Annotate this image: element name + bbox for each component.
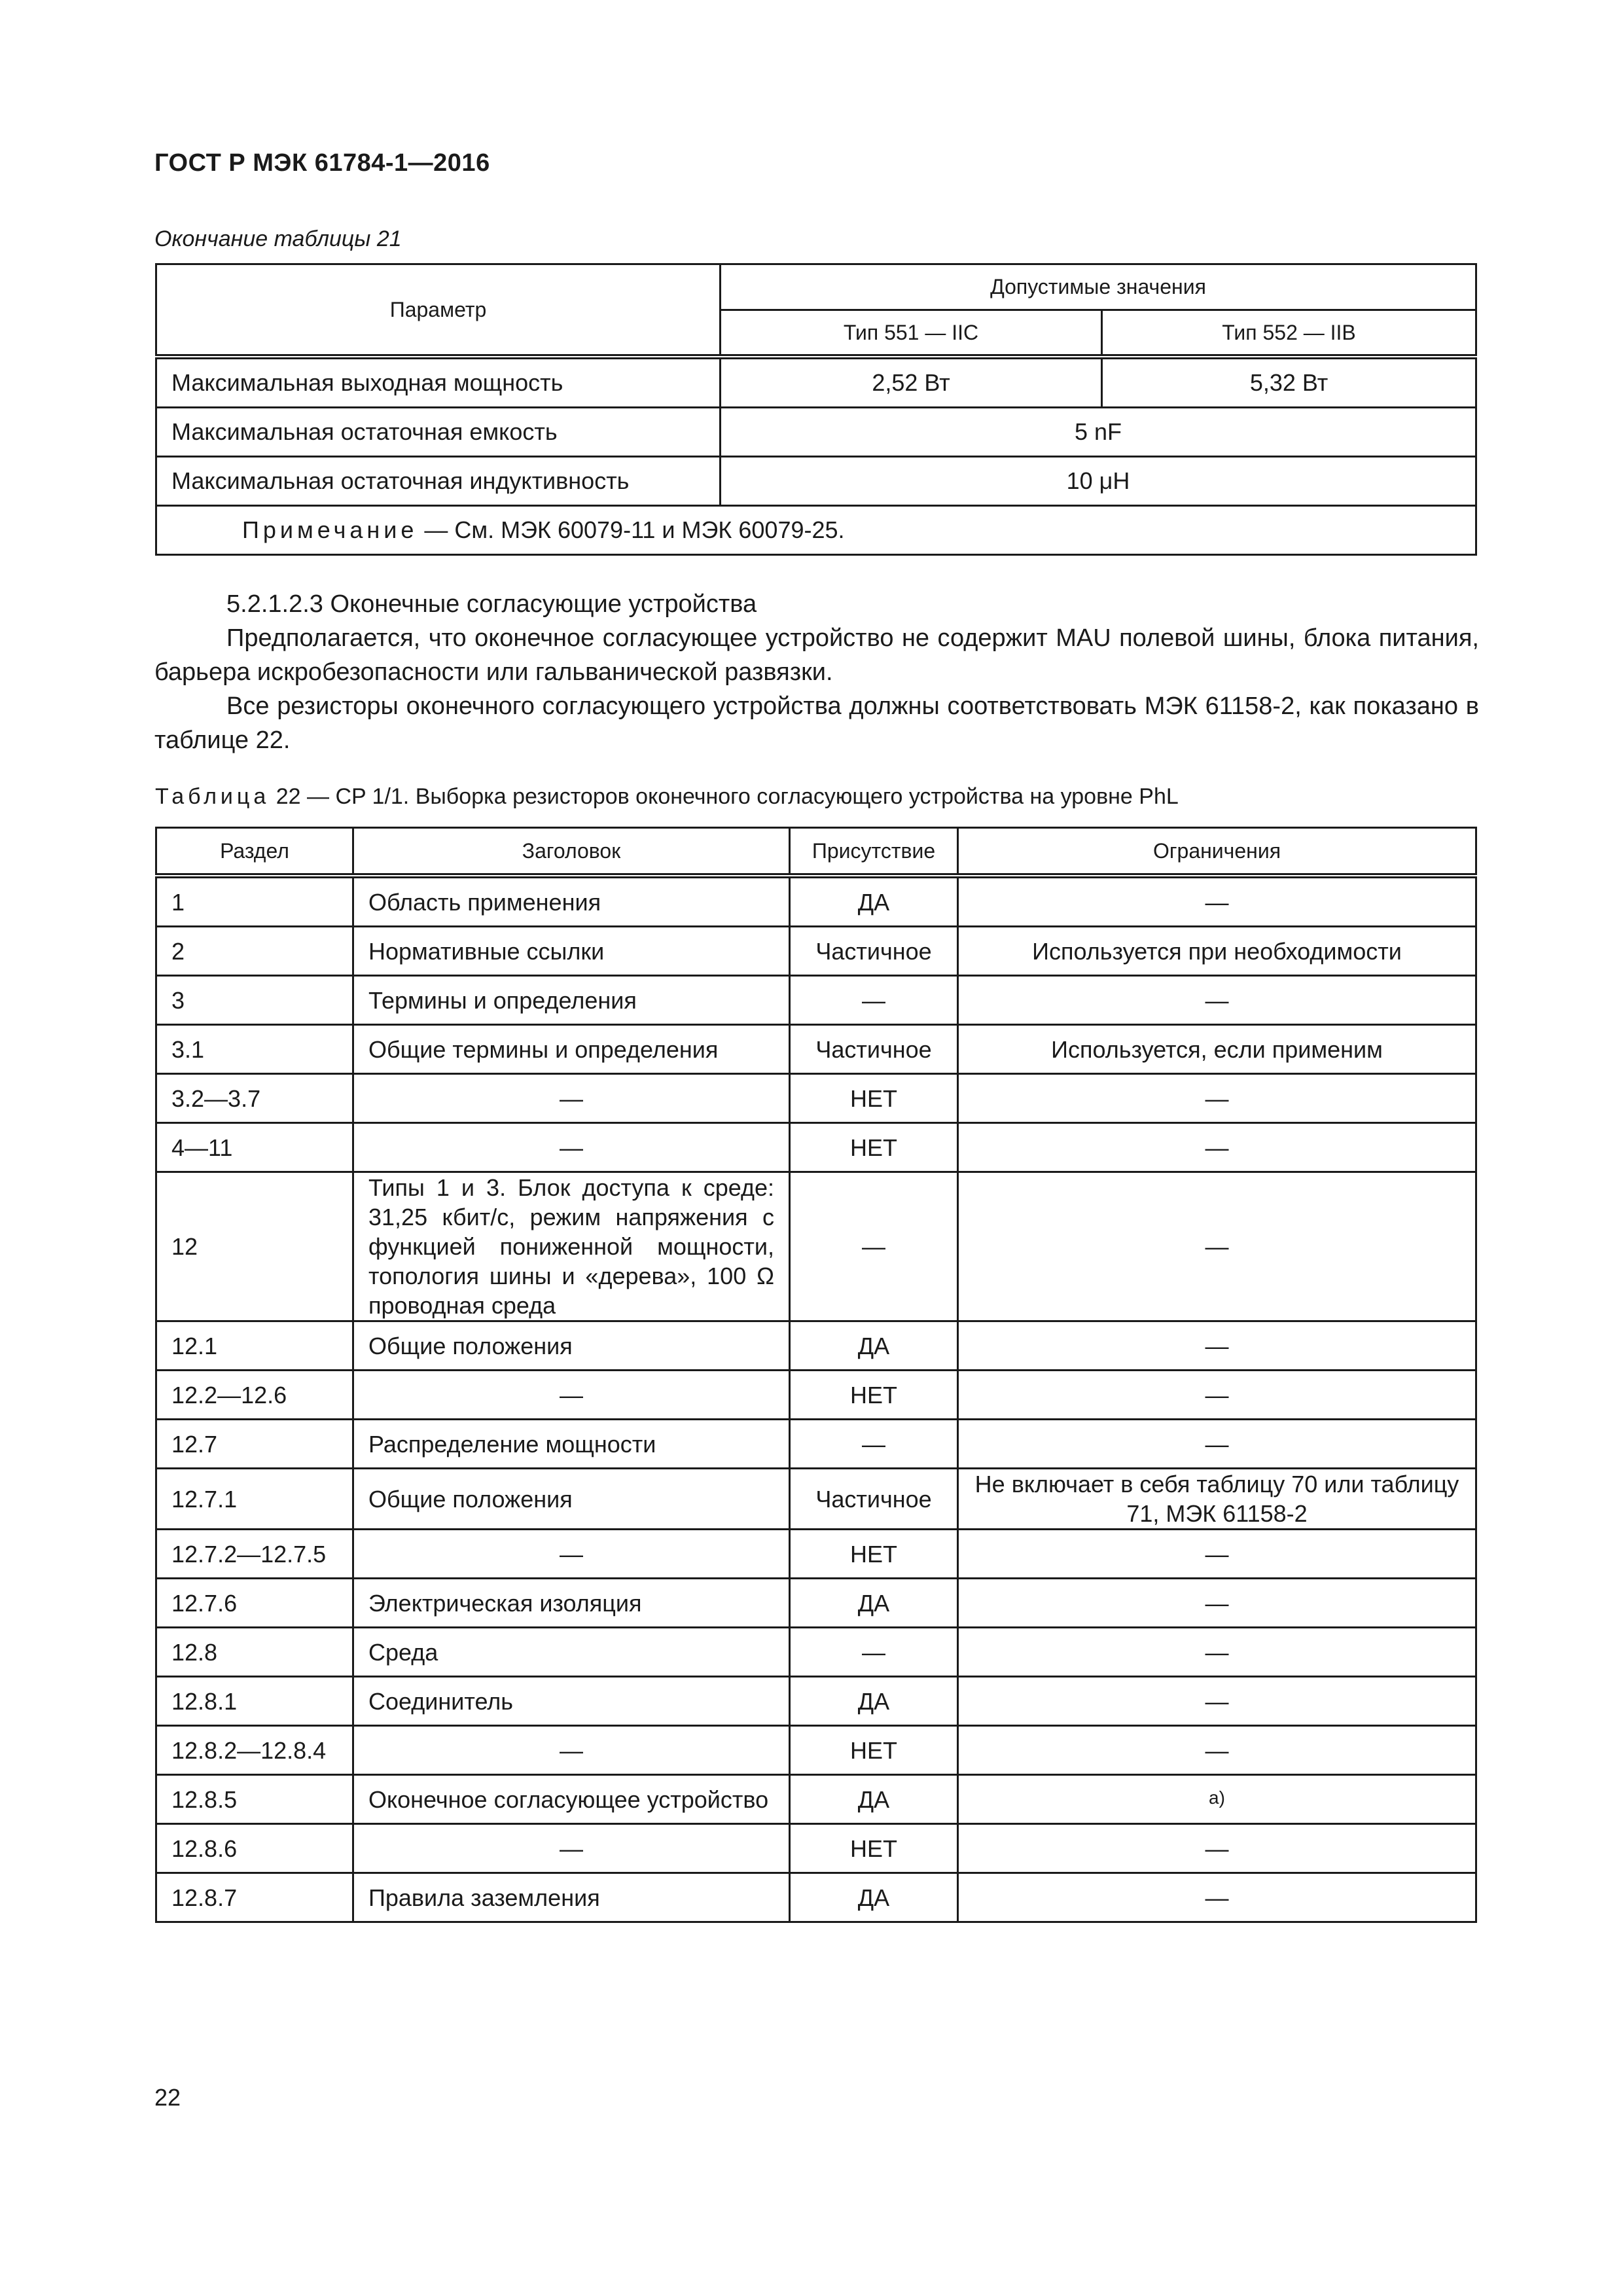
section-cell: 3.1 <box>156 1025 353 1074</box>
table-row <box>156 1469 1476 1530</box>
limits-cell: — <box>958 1530 1476 1579</box>
limits-cell: Не включает в себя таблицу 70 или таблицу 71, МЭК 61158-2 <box>958 1469 1476 1530</box>
section-heading: 5.2.1.2.3 Оконечные согласующие устройства <box>226 590 757 618</box>
presence-cell: ДА <box>790 1677 958 1726</box>
presence-cell: НЕТ <box>790 1726 958 1775</box>
header-type-552: Тип 552 — IIB <box>1102 310 1476 357</box>
presence-cell: — <box>790 1628 958 1677</box>
table-row <box>156 876 1476 927</box>
limits-cell: — <box>958 1321 1476 1371</box>
section-cell: 4—11 <box>156 1123 353 1172</box>
presence-cell: ДА <box>790 1321 958 1371</box>
param-cell: Максимальная остаточная индуктивность <box>156 457 721 506</box>
presence-cell: ДА <box>790 1579 958 1628</box>
section-cell: 12.7.6 <box>156 1579 353 1628</box>
value-cell: 10 μH <box>721 457 1476 506</box>
presence-cell: НЕТ <box>790 1824 958 1873</box>
table21-caption: Окончание таблицы 21 <box>154 226 402 251</box>
title-cell: Среда <box>353 1628 790 1677</box>
header-section: Раздел <box>156 828 353 876</box>
table-row <box>156 1530 1476 1579</box>
header-allowed-values: Допустимые значения <box>721 264 1476 310</box>
section-cell: 2 <box>156 927 353 976</box>
section-cell: 12.8.1 <box>156 1677 353 1726</box>
page-number: 22 <box>154 2084 181 2111</box>
table-row <box>156 1123 1476 1172</box>
presence-cell: НЕТ <box>790 1371 958 1420</box>
title-cell: Оконечное согласующее устройство <box>353 1775 790 1824</box>
presence-cell: — <box>790 1420 958 1469</box>
limits-cell: — <box>958 876 1476 927</box>
limits-cell: — <box>958 1873 1476 1922</box>
table-row <box>156 1775 1476 1824</box>
table-row <box>156 1677 1476 1726</box>
presence-cell: НЕТ <box>790 1530 958 1579</box>
title-cell: — <box>353 1074 790 1123</box>
title-cell: Область применения <box>353 876 790 927</box>
limits-cell: — <box>958 1677 1476 1726</box>
presence-cell: Частичное <box>790 927 958 976</box>
limits-cell: — <box>958 1172 1476 1321</box>
section-cell: 12.7 <box>156 1420 353 1469</box>
document-header: ГОСТ Р МЭК 61784-1—2016 <box>154 149 490 177</box>
table-row <box>156 1025 1476 1074</box>
limits-cell: — <box>958 1123 1476 1172</box>
title-cell: Общие термины и определения <box>353 1025 790 1074</box>
presence-cell: НЕТ <box>790 1123 958 1172</box>
title-cell: Правила заземления <box>353 1873 790 1922</box>
limits-cell: — <box>958 1579 1476 1628</box>
limits-cell: Используется, если применим <box>958 1025 1476 1074</box>
section-cell: 12.8.6 <box>156 1824 353 1873</box>
title-cell: Типы 1 и 3. Блок доступа к среде: 31,25 кбит/с, режим напряжения с функцией пониженной мощности, топология шины и «дерева», 100 Ω проводная среда <box>353 1172 790 1321</box>
presence-cell: НЕТ <box>790 1074 958 1123</box>
limits-cell: — <box>958 1824 1476 1873</box>
limits-cell: — <box>958 1371 1476 1420</box>
title-cell: Общие положения <box>353 1321 790 1371</box>
header-parameter: Параметр <box>156 264 721 357</box>
limits-cell: — <box>958 1420 1476 1469</box>
section-cell: 12.8.5 <box>156 1775 353 1824</box>
section-cell: 12.8.7 <box>156 1873 353 1922</box>
table-22 <box>155 827 1477 1923</box>
limits-cell: — <box>958 976 1476 1025</box>
table22-caption <box>155 784 1179 810</box>
table-row <box>156 1579 1476 1628</box>
title-cell: Общие положения <box>353 1469 790 1530</box>
table-row <box>156 927 1476 976</box>
paragraph-1: Предполагается, что оконечное согласующее устройство не содержит MAU полевой шины, блока питания, барьера искробезопасности или гальванической развязки. <box>154 624 1479 686</box>
table-row <box>156 1628 1476 1677</box>
title-cell: Соединитель <box>353 1677 790 1726</box>
param-cell: Максимальная выходная мощность <box>156 357 721 408</box>
title-cell: Распределение мощности <box>353 1420 790 1469</box>
section-cell: 12 <box>156 1172 353 1321</box>
param-cell: Максимальная остаточная емкость <box>156 408 721 457</box>
table-row <box>156 1726 1476 1775</box>
title-cell: — <box>353 1530 790 1579</box>
header-limits: Ограничения <box>958 828 1476 876</box>
section-cell: 12.1 <box>156 1321 353 1371</box>
table-row <box>156 1873 1476 1922</box>
table-row <box>156 1172 1476 1321</box>
section-cell: 3 <box>156 976 353 1025</box>
section-cell: 3.2—3.7 <box>156 1074 353 1123</box>
presence-cell: Частичное <box>790 1025 958 1074</box>
section-cell: 12.2—12.6 <box>156 1371 353 1420</box>
title-cell: — <box>353 1824 790 1873</box>
section-cell: 12.8.2—12.8.4 <box>156 1726 353 1775</box>
value-cell: 5 nF <box>721 408 1476 457</box>
limits-cell: — <box>958 1074 1476 1123</box>
title-cell: Термины и определения <box>353 976 790 1025</box>
table21-note <box>156 506 1476 555</box>
section-cell: 12.7.1 <box>156 1469 353 1530</box>
table-row <box>156 1074 1476 1123</box>
section-cell: 1 <box>156 876 353 927</box>
footnote-ref: a) <box>1209 1787 1225 1808</box>
table22-caption-text: 22 — CP 1/1. Выборка резисторов оконечного согласующего устройства на уровне PhL <box>270 784 1179 809</box>
table-row <box>156 976 1476 1025</box>
presence-cell: — <box>790 1172 958 1321</box>
title-cell: — <box>353 1726 790 1775</box>
limits-cell <box>958 1775 1476 1824</box>
table-row <box>156 1371 1476 1420</box>
note-label: Примечание <box>242 516 418 543</box>
presence-cell: ДА <box>790 1873 958 1922</box>
value-type-552: 5,32 Вт <box>1102 357 1476 408</box>
note-text: — См. МЭК 60079-11 и МЭК 60079-25. <box>418 516 845 543</box>
limits-cell: — <box>958 1726 1476 1775</box>
section-5-2-1-2-3 <box>154 587 1479 757</box>
section-cell: 12.8 <box>156 1628 353 1677</box>
table-row <box>156 1420 1476 1469</box>
presence-cell: — <box>790 976 958 1025</box>
header-type-551: Тип 551 — IIC <box>721 310 1102 357</box>
title-cell: — <box>353 1123 790 1172</box>
table-row <box>156 1321 1476 1371</box>
table-21-continuation <box>155 263 1477 556</box>
limits-cell: — <box>958 1628 1476 1677</box>
table22-caption-label: Таблица <box>155 784 270 809</box>
presence-cell: ДА <box>790 876 958 927</box>
presence-cell: ДА <box>790 1775 958 1824</box>
paragraph-2: Все резисторы оконечного согласующего устройства должны соответствовать МЭК 61158-2, как показано в таблице 22. <box>154 692 1479 754</box>
title-cell: Нормативные ссылки <box>353 927 790 976</box>
title-cell: Электрическая изоляция <box>353 1579 790 1628</box>
value-type-551: 2,52 Вт <box>721 357 1102 408</box>
presence-cell: Частичное <box>790 1469 958 1530</box>
title-cell: — <box>353 1371 790 1420</box>
section-cell: 12.7.2—12.7.5 <box>156 1530 353 1579</box>
table-row <box>156 1824 1476 1873</box>
header-title: Заголовок <box>353 828 790 876</box>
header-presence: Присутствие <box>790 828 958 876</box>
limits-cell: Используется при необходимости <box>958 927 1476 976</box>
